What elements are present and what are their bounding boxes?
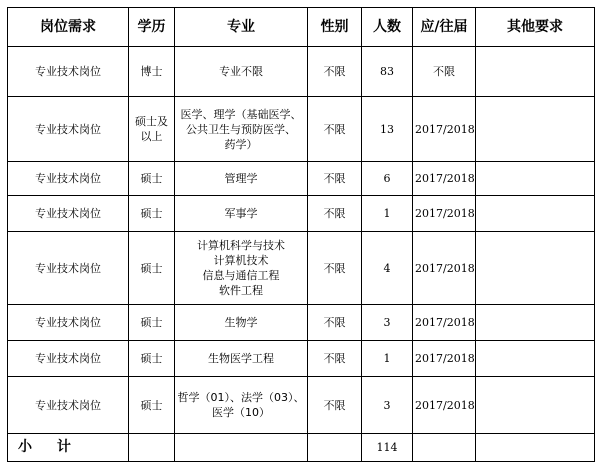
cell-degree-line: 硕士 [140,207,163,220]
cell-degree [129,341,175,377]
cell-count: 4 [362,232,413,305]
cell-gender: 不限 [308,47,362,97]
table-row [8,162,595,196]
cell-major [175,232,308,305]
cell-degree [129,162,175,196]
cell-degree [129,232,175,305]
cell-graduation: 2017/2018 [413,305,476,341]
header-graduation: 应/往届 [413,8,476,47]
table-row [8,377,595,434]
subtotal-count: 114 [362,434,413,462]
table-row [8,305,595,341]
cell-degree [129,305,175,341]
cell-major [175,47,308,97]
cell-graduation: 2017/2018 [413,196,476,232]
cell-degree [129,97,175,162]
header-other: 其他要求 [476,8,595,47]
header-gender: 性别 [308,8,362,47]
cell-count: 6 [362,162,413,196]
subtotal-empty-cell [413,434,476,462]
header-row [8,8,595,47]
cell-graduation: 不限 [413,47,476,97]
cell-count: 3 [362,305,413,341]
cell-major [175,196,308,232]
cell-degree-line: 硕士 [140,172,163,185]
cell-gender: 不限 [308,97,362,162]
cell-graduation: 2017/2018 [413,232,476,305]
cell-gender: 不限 [308,196,362,232]
cell-other [476,97,595,162]
cell-other [476,162,595,196]
cell-post: 专业技术岗位 [8,97,129,162]
cell-graduation: 2017/2018 [413,97,476,162]
cell-gender: 不限 [308,232,362,305]
cell-major-line: 计算机技术 [213,254,269,267]
cell-degree-line: 硕士 [140,352,163,365]
table-row [8,47,595,97]
cell-graduation: 2017/2018 [413,341,476,377]
cell-major-line: 专业不限 [219,65,263,78]
cell-graduation: 2017/2018 [413,377,476,434]
cell-major-line: 医学、理学（基础医学、 [180,107,302,121]
cell-major [175,97,308,162]
cell-major [175,162,308,196]
cell-gender: 不限 [308,341,362,377]
cell-degree [129,196,175,232]
cell-post: 专业技术岗位 [8,47,129,97]
cell-major-line: 生物医学工程 [208,352,274,365]
cell-other [476,47,595,97]
cell-gender: 不限 [308,305,362,341]
table-row [8,232,595,305]
cell-other [476,341,595,377]
cell-major-line: 生物学 [224,316,258,329]
subtotal-empty-cell [175,434,308,462]
cell-major-line: 计算机科学与技术 [197,239,285,252]
cell-degree [129,377,175,434]
cell-other [476,196,595,232]
cell-major [175,341,308,377]
subtotal-empty-cell [129,434,175,462]
recruitment-table [7,7,595,462]
cell-gender: 不限 [308,162,362,196]
header-degree: 学历 [129,8,175,47]
subtotal-empty-cell [308,434,362,462]
cell-post: 专业技术岗位 [8,196,129,232]
cell-count: 1 [362,341,413,377]
cell-count: 83 [362,47,413,97]
cell-major-line: 信息与通信工程 [202,269,280,282]
cell-degree-line: 硕士 [140,261,163,275]
cell-major [175,305,308,341]
cell-graduation: 2017/2018 [413,162,476,196]
cell-degree-line: 博士 [140,65,163,78]
cell-gender: 不限 [308,377,362,434]
cell-degree-line: 硕士 [140,316,163,329]
cell-post: 专业技术岗位 [8,162,129,196]
cell-count: 3 [362,377,413,434]
cell-major-line: 药学） [224,137,258,151]
cell-major-line: 公共卫生与预防医学、 [186,122,296,136]
cell-major-line: 哲学（01）、法学（03）、 [177,391,305,404]
table-body [8,47,595,434]
header-count: 人数 [362,8,413,47]
cell-degree-line: 硕士 [140,398,163,412]
subtotal-label: 小 计 [8,434,129,462]
subtotal-row [8,434,595,462]
cell-major-line: 军事学 [224,207,258,220]
header-major: 专业 [175,8,308,47]
subtotal-empty-cell [476,434,595,462]
cell-other [476,305,595,341]
cell-degree-line: 以上 [140,130,163,143]
cell-post: 专业技术岗位 [8,341,129,377]
cell-count: 1 [362,196,413,232]
cell-major [175,377,308,434]
table-row [8,196,595,232]
header-post: 岗位需求 [8,8,129,47]
cell-major-line: 管理学 [224,172,258,185]
cell-post: 专业技术岗位 [8,377,129,434]
cell-major-line: 软件工程 [219,284,263,297]
cell-post: 专业技术岗位 [8,232,129,305]
table-row [8,97,595,162]
cell-degree-line: 硕士及 [135,115,168,128]
cell-other [476,232,595,305]
cell-other [476,377,595,434]
table-row [8,341,595,377]
cell-post: 专业技术岗位 [8,305,129,341]
cell-degree [129,47,175,97]
cell-major-line: 医学（10） [212,406,270,419]
cell-count: 13 [362,97,413,162]
